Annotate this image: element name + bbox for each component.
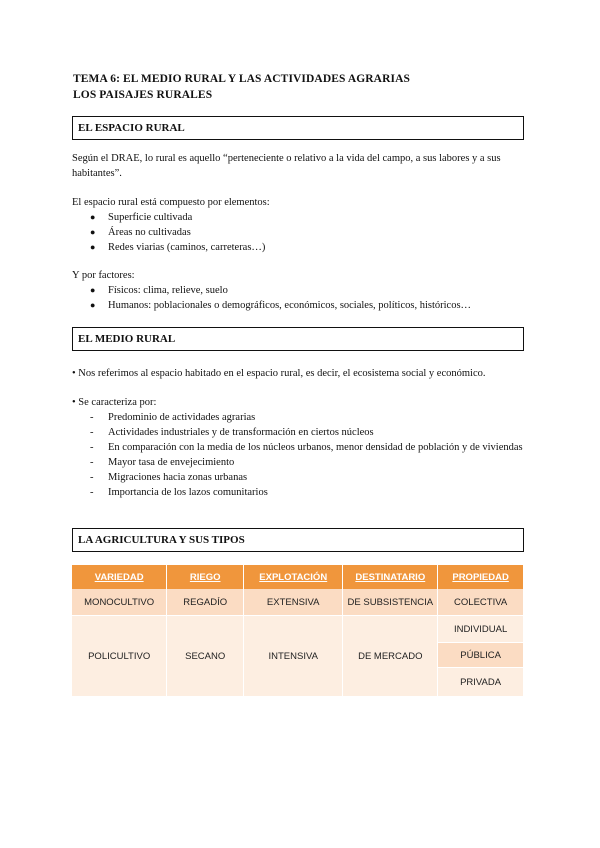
list-item: - Mayor tasa de envejecimiento bbox=[90, 457, 235, 468]
bullet-icon: ● bbox=[90, 242, 96, 252]
characteristics-intro: • Se caracteriza por: bbox=[72, 397, 157, 408]
column-header-riego: RIEGO bbox=[167, 565, 244, 589]
column-header-destinatario: DESTINATARIO bbox=[343, 565, 438, 589]
bullet-icon: ● bbox=[90, 300, 96, 310]
list-item: - Migraciones hacia zonas urbanas bbox=[90, 472, 248, 483]
table-cell: EXTENSIVA bbox=[244, 589, 343, 616]
title-line-1: TEMA 6: EL MEDIO RURAL Y LAS ACTIVIDADES AGRARIAS bbox=[73, 73, 410, 85]
table-row bbox=[72, 616, 524, 643]
list-item: ● Humanos: poblacionales o demográficos, económicos, sociales, políticos, históricos… bbox=[90, 300, 472, 311]
table-cell: DE MERCADO bbox=[343, 616, 438, 697]
list-item: ● Áreas no cultivadas bbox=[90, 227, 191, 238]
factors-list bbox=[72, 283, 527, 313]
table-cell: PRIVADA bbox=[438, 668, 524, 697]
table-row bbox=[72, 589, 524, 616]
table-cell: INDIVIDUAL bbox=[438, 616, 524, 643]
table-cell: REGADÍO bbox=[167, 589, 244, 616]
section-heading-agricultura: LA AGRICULTURA Y SUS TIPOS bbox=[72, 528, 524, 552]
characteristics-list bbox=[72, 410, 527, 500]
elements-list bbox=[72, 210, 265, 255]
document-title bbox=[73, 71, 410, 103]
column-header-variedad: VARIEDAD bbox=[72, 565, 167, 589]
table-header-row bbox=[72, 565, 524, 589]
table-cell: DE SUBSISTENCIA bbox=[343, 589, 438, 616]
list-item: - Importancia de los lazos comunitarios bbox=[90, 487, 268, 498]
section-heading-espacio-rural: EL ESPACIO RURAL bbox=[72, 116, 524, 140]
table-cell: INTENSIVA bbox=[244, 616, 343, 697]
bullet-icon: ● bbox=[90, 212, 96, 222]
title-line-2: LOS PAISAJES RURALES bbox=[73, 89, 213, 101]
list-item: - En comparación con la media de los núcleos urbanos, menor densidad de población y de viviendas bbox=[90, 442, 523, 453]
bullet-icon: ● bbox=[90, 285, 96, 295]
bullet-icon: ● bbox=[90, 227, 96, 237]
agriculture-types-table bbox=[72, 565, 524, 697]
column-header-explotacion: EXPLOTACIÓN bbox=[244, 565, 343, 589]
list-item: ● Redes viarias (caminos, carreteras…) bbox=[90, 242, 266, 253]
list-item: - Actividades industriales y de transformación en ciertos núcleos bbox=[90, 427, 374, 438]
section-heading-medio-rural: EL MEDIO RURAL bbox=[72, 327, 524, 351]
list-item: ● Físicos: clima, relieve, suelo bbox=[90, 285, 228, 296]
table-cell: SECANO bbox=[167, 616, 244, 697]
table-cell: PÚBLICA bbox=[438, 643, 524, 668]
list-item: ● Superficie cultivada bbox=[90, 212, 193, 223]
table-cell: POLICULTIVO bbox=[72, 616, 167, 697]
medio-rural-intro: • Nos referimos al espacio habitado en el espacio rural, es decir, el ecosistema social y económico. bbox=[72, 368, 486, 379]
elements-intro: El espacio rural está compuesto por elementos: bbox=[72, 197, 270, 208]
list-item: - Predominio de actividades agrarias bbox=[90, 412, 256, 423]
factors-intro: Y por factores: bbox=[72, 270, 135, 281]
column-header-propiedad: PROPIEDAD bbox=[438, 565, 524, 589]
table-cell: MONOCULTIVO bbox=[72, 589, 167, 616]
table-cell: COLECTIVA bbox=[438, 589, 524, 616]
drae-definition: Según el DRAE, lo rural es aquello “perteneciente o relativo a la vida del campo, a sus labores y a sus habitantes”. bbox=[72, 153, 501, 179]
